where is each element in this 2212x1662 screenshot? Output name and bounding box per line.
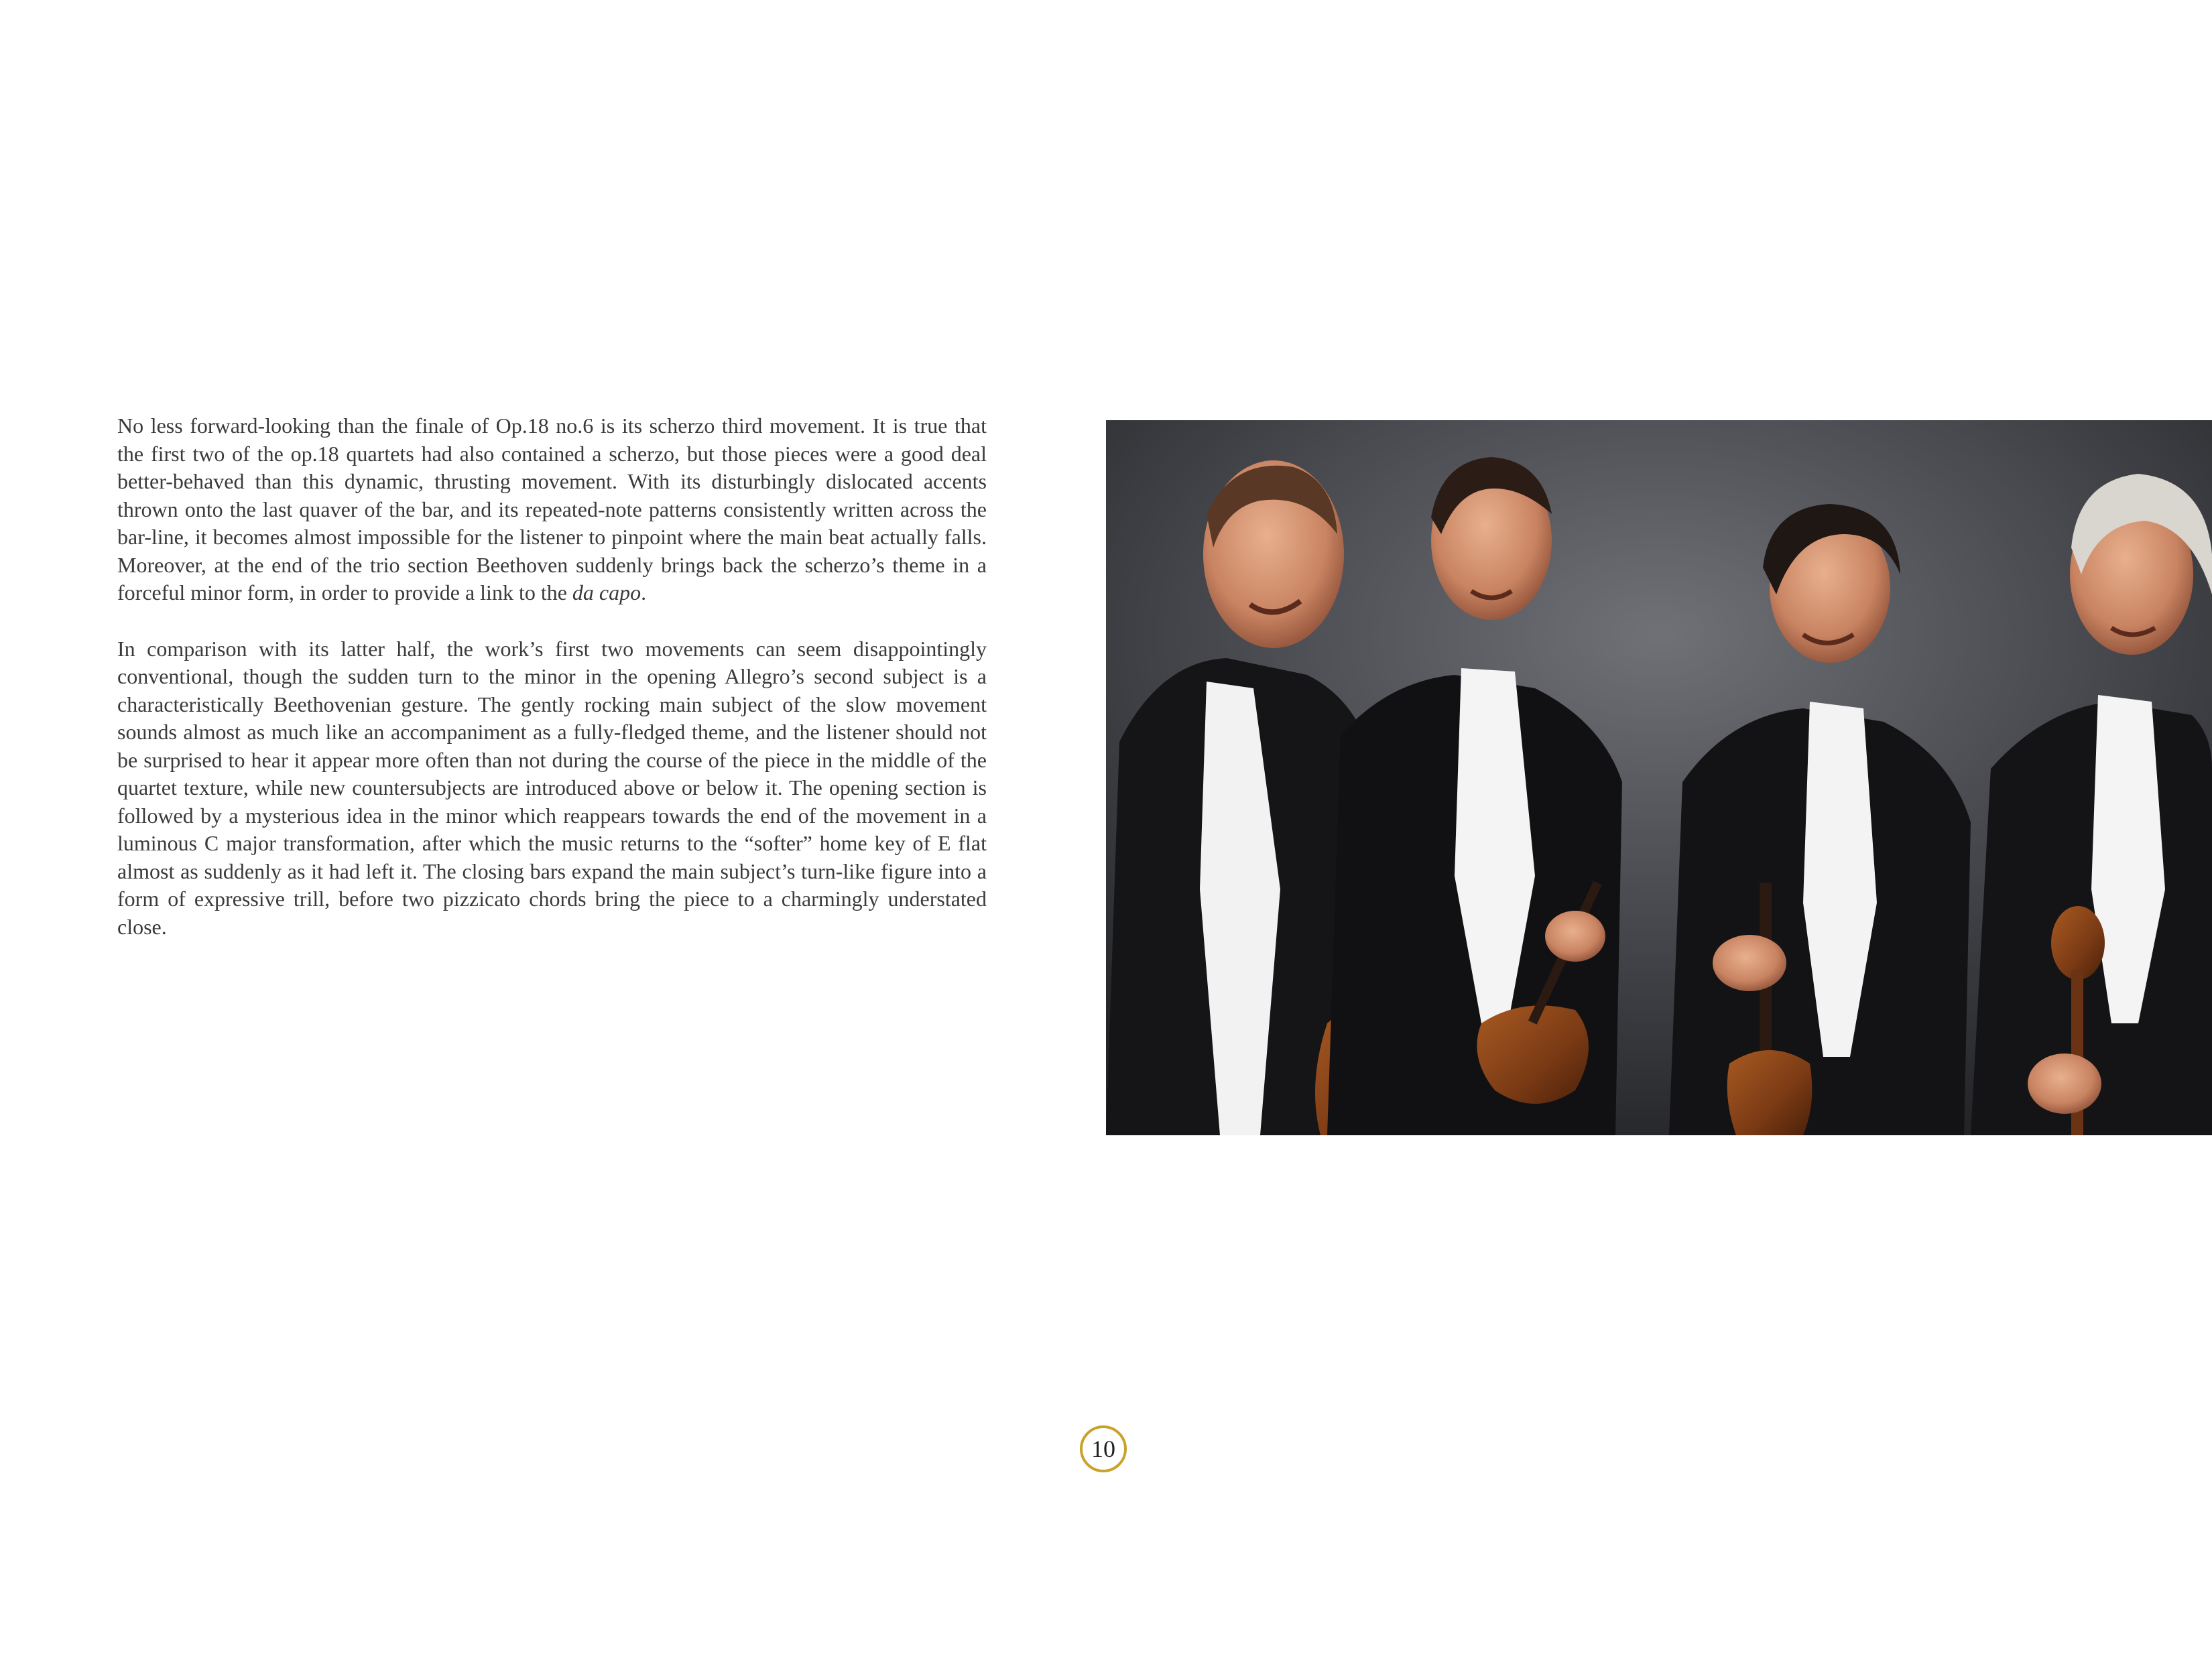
paragraph-first-movements: In comparison with its latter half, the work’s first two movements can seem disappointingly conventional, though the sudden turn to the minor in the opening Allegro’s second subject is a characteristically Beethovenian gesture. The gently rocking main subject of the slow movement sounds almost as much like an accompaniment as a fully-fledged theme, and the listener should not be surprised to hear it appear more often than not during the course of the piece in the middle of the quartet texture, while new countersubjects are introduced above or below it. The opening section is followed by a mysterious idea in the minor which reappears towards the end of the movement in a luminous C major transformation, after which the music returns to the “softer” home key of E flat almost as suddenly as it had left it. The closing bars expand the main subject’s turn-like figure into a form of expressive trill, before two pizzicato chords bring the piece to a charmingly understated close. [117,636,987,939]
quartet-photograph [1106,420,2212,1135]
paragraph-scherzo-end: . [641,580,647,604]
body-text [117,412,987,969]
paragraph-scherzo [117,412,987,607]
quartet-illustration [1106,420,2212,1135]
da-capo-italic: da capo [572,580,641,604]
paragraph-scherzo-text: No less forward-looking than the finale of Op.18 no.6 is its scherzo third movement. It is true that the first two of the op.18 quartets had also contained a scherzo, but those pieces were a good deal better-behaved than this dynamic, thrusting movement. With its disturbingly dislocated accents thrown onto the last quaver of the bar, and its repeated-note patterns consistently written across the bar-line, it becomes almost impossible for the listener to pinpoint where the main beat actually falls. Moreover, at the end of the trio section Beethoven suddenly brings back the scherzo’s theme in a forceful minor form, in order to provide a link to the [117,413,987,604]
page-number: 10 [1080,1425,1127,1472]
